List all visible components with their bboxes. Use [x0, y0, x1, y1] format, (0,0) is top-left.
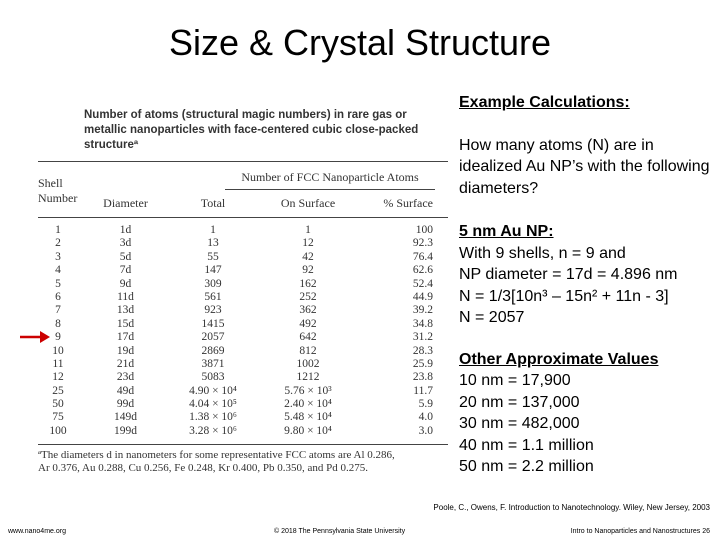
table-row [38, 331, 448, 344]
cell-total: 1415 [201, 317, 225, 330]
cell-percent: 31.2 [412, 331, 433, 344]
cell-shell: 1 [55, 224, 61, 236]
shell-number-header [38, 176, 77, 206]
cell-shell: 2 [55, 237, 61, 250]
cell-percent: 11.7 [413, 384, 433, 397]
table-row [38, 251, 448, 264]
cell-diameter: 5d [119, 250, 132, 263]
cell-surface: 492 [299, 317, 317, 330]
cell-surface: 1212 [296, 371, 320, 384]
citation: Poole, C., Owens, F. Introduction to Nanotechnology. Wiley, New Jersey, 2003 [433, 503, 710, 512]
footer-copyright: © 2018 The Pennsylvania State University [274, 528, 406, 535]
cell-surface: 12 [302, 237, 314, 250]
cell-surface: 362 [299, 304, 317, 317]
other-value-10nm: 10 nm = 17,900 [459, 372, 571, 389]
au-line-diameter: NP diameter = 17d = 4.896 nm [459, 266, 678, 283]
cell-total: 2869 [201, 344, 225, 357]
cell-surface: 5.76 × 10³ [284, 384, 332, 397]
cell-surface: 642 [299, 331, 317, 344]
column-headers [38, 190, 448, 217]
cell-shell: 50 [52, 398, 64, 411]
cell-diameter: 99d [116, 398, 135, 411]
cell-percent: 62.6 [412, 264, 433, 277]
table-row [38, 304, 448, 317]
footer-course-page: Intro to Nanoparticles and Nanostructures 26 [570, 528, 710, 535]
cell-surface: 9.80 × 10⁴ [284, 424, 332, 437]
table-row [38, 237, 448, 250]
col-header-total: Total [200, 196, 226, 210]
table-row [38, 371, 448, 384]
cell-shell: 5 [55, 277, 61, 290]
cell-percent: 100 [415, 224, 433, 236]
cell-percent: 4.0 [418, 411, 433, 424]
cell-percent: 34.8 [412, 317, 433, 330]
cell-surface: 812 [299, 344, 317, 357]
table-caption-line-2: metallic nanoparticles with face-centered cubic close-packed structureª [84, 124, 419, 151]
cell-surface: 1002 [296, 357, 320, 370]
cell-shell: 11 [52, 357, 64, 370]
cell-total: 2057 [201, 331, 225, 344]
cell-shell: 10 [52, 344, 64, 357]
cell-shell: 7 [55, 304, 61, 317]
fcc-atoms-table [38, 108, 448, 475]
au-np-heading: 5 nm Au NP: [459, 223, 554, 240]
cell-diameter: 11d [117, 290, 134, 303]
table-row [38, 385, 448, 398]
cell-total: 561 [204, 290, 222, 303]
cell-total: 1.38 × 10⁶ [189, 411, 237, 424]
table-caption-line-1: Number of atoms (structural magic numbers) in rare gas or [84, 109, 407, 121]
highlight-arrow-icon [20, 331, 50, 343]
cell-shell: 75 [52, 411, 64, 424]
group-header: Number of FCC Nanoparticle Atoms [225, 162, 435, 190]
cell-percent: 52.4 [412, 277, 433, 290]
table-caption [38, 108, 448, 153]
footnote-line-2: Ar 0.376, Au 0.288, Cu 0.256, Fe 0.248, Kr 0.400, Pb 0.350, and Pd 0.275. [38, 462, 369, 475]
cell-total: 13 [207, 237, 219, 250]
cell-total: 1 [210, 224, 216, 236]
footer-website: www.nano4me.org [8, 528, 66, 535]
example-question: How many atoms (N) are in idealized Au NP’s with the following diameters? [459, 136, 710, 197]
cell-surface: 252 [299, 290, 317, 303]
table-row [38, 318, 448, 331]
table-row [38, 345, 448, 358]
cell-diameter: 3d [119, 237, 132, 250]
other-value-20nm: 20 nm = 137,000 [459, 393, 580, 411]
cell-diameter: 199d [114, 424, 137, 437]
cell-diameter: 1d [119, 224, 132, 236]
cell-diameter: 17d [116, 331, 135, 344]
shell-header-line-1: Shell [38, 176, 63, 190]
col-header-surface: On Surface [280, 196, 336, 210]
slide-title: Size & Crystal Structure [168, 22, 552, 63]
shell-header-line-2: Number [38, 191, 78, 205]
table-row [38, 291, 448, 304]
cell-shell: 8 [55, 317, 61, 330]
cell-surface: 1 [305, 224, 311, 236]
cell-shell: 3 [55, 250, 61, 263]
cell-total: 3871 [201, 357, 225, 370]
cell-diameter: 7d [119, 264, 132, 277]
footnote-line-1: ªThe diameters d in nanometers for some representative FCC atoms are Al 0.286, [38, 449, 395, 462]
cell-surface: 42 [302, 250, 314, 263]
cell-percent: 3.0 [418, 424, 433, 437]
other-value-50nm: 50 nm = 2.2 million [459, 458, 594, 475]
table-body [38, 218, 448, 438]
cell-total: 923 [204, 304, 222, 317]
cell-total: 3.28 × 10⁶ [189, 424, 237, 437]
cell-percent: 44.9 [412, 290, 433, 303]
cell-percent: 5.9 [418, 398, 433, 411]
cell-percent: 23.8 [412, 371, 433, 384]
table-row [38, 358, 448, 371]
cell-shell: 12 [52, 371, 64, 384]
cell-diameter: 149d [114, 411, 137, 424]
cell-shell: 4 [55, 264, 61, 277]
cell-shell: 9 [55, 331, 61, 344]
au-line-shells: With 9 shells, n = 9 and [459, 244, 626, 262]
cell-total: 309 [204, 277, 222, 290]
au-line-formula: N = 1/3[10n³ – 15n² + 11n - 3] [459, 287, 669, 305]
cell-diameter: 49d [116, 384, 135, 397]
col-header-percent: % Surface [383, 196, 433, 210]
table-row [38, 224, 448, 237]
cell-surface: 5.48 × 10⁴ [284, 411, 332, 424]
cell-diameter: 23d [116, 371, 135, 384]
cell-diameter: 13d [116, 304, 135, 317]
cell-surface: 92 [302, 264, 314, 277]
cell-shell: 6 [55, 290, 61, 303]
cell-diameter: 9d [119, 277, 132, 290]
cell-shell: 25 [52, 384, 64, 397]
table-row [38, 278, 448, 291]
table-row [38, 411, 448, 424]
cell-surface: 2.40 × 10⁴ [284, 398, 332, 411]
cell-diameter: 15d [116, 317, 135, 330]
example-heading: Example Calculations: [459, 94, 630, 111]
other-value-40nm: 40 nm = 1.1 million [459, 436, 594, 454]
cell-shell: 100 [49, 424, 67, 437]
cell-percent: 92.3 [412, 237, 433, 250]
example-calculations [459, 92, 714, 478]
cell-total: 5083 [201, 371, 225, 384]
cell-percent: 25.9 [412, 357, 433, 370]
cell-total: 4.90 × 10⁴ [189, 384, 237, 397]
cell-diameter: 19d [116, 344, 135, 357]
table-row [38, 425, 448, 438]
cell-total: 4.04 × 10⁵ [189, 398, 237, 411]
table-footnote [38, 445, 448, 475]
cell-percent: 76.4 [412, 250, 433, 263]
col-header-diameter: Diameter [103, 196, 148, 210]
cell-percent: 28.3 [412, 344, 433, 357]
cell-surface: 162 [299, 277, 317, 290]
other-values-heading: Other Approximate Values [459, 350, 659, 368]
au-line-result: N = 2057 [459, 309, 525, 326]
cell-total: 55 [207, 250, 219, 263]
cell-percent: 39.2 [412, 304, 433, 317]
table-row [38, 398, 448, 411]
cell-total: 147 [204, 264, 222, 277]
table-row [38, 264, 448, 277]
other-value-30nm: 30 nm = 482,000 [459, 415, 580, 432]
cell-diameter: 21d [116, 357, 135, 370]
